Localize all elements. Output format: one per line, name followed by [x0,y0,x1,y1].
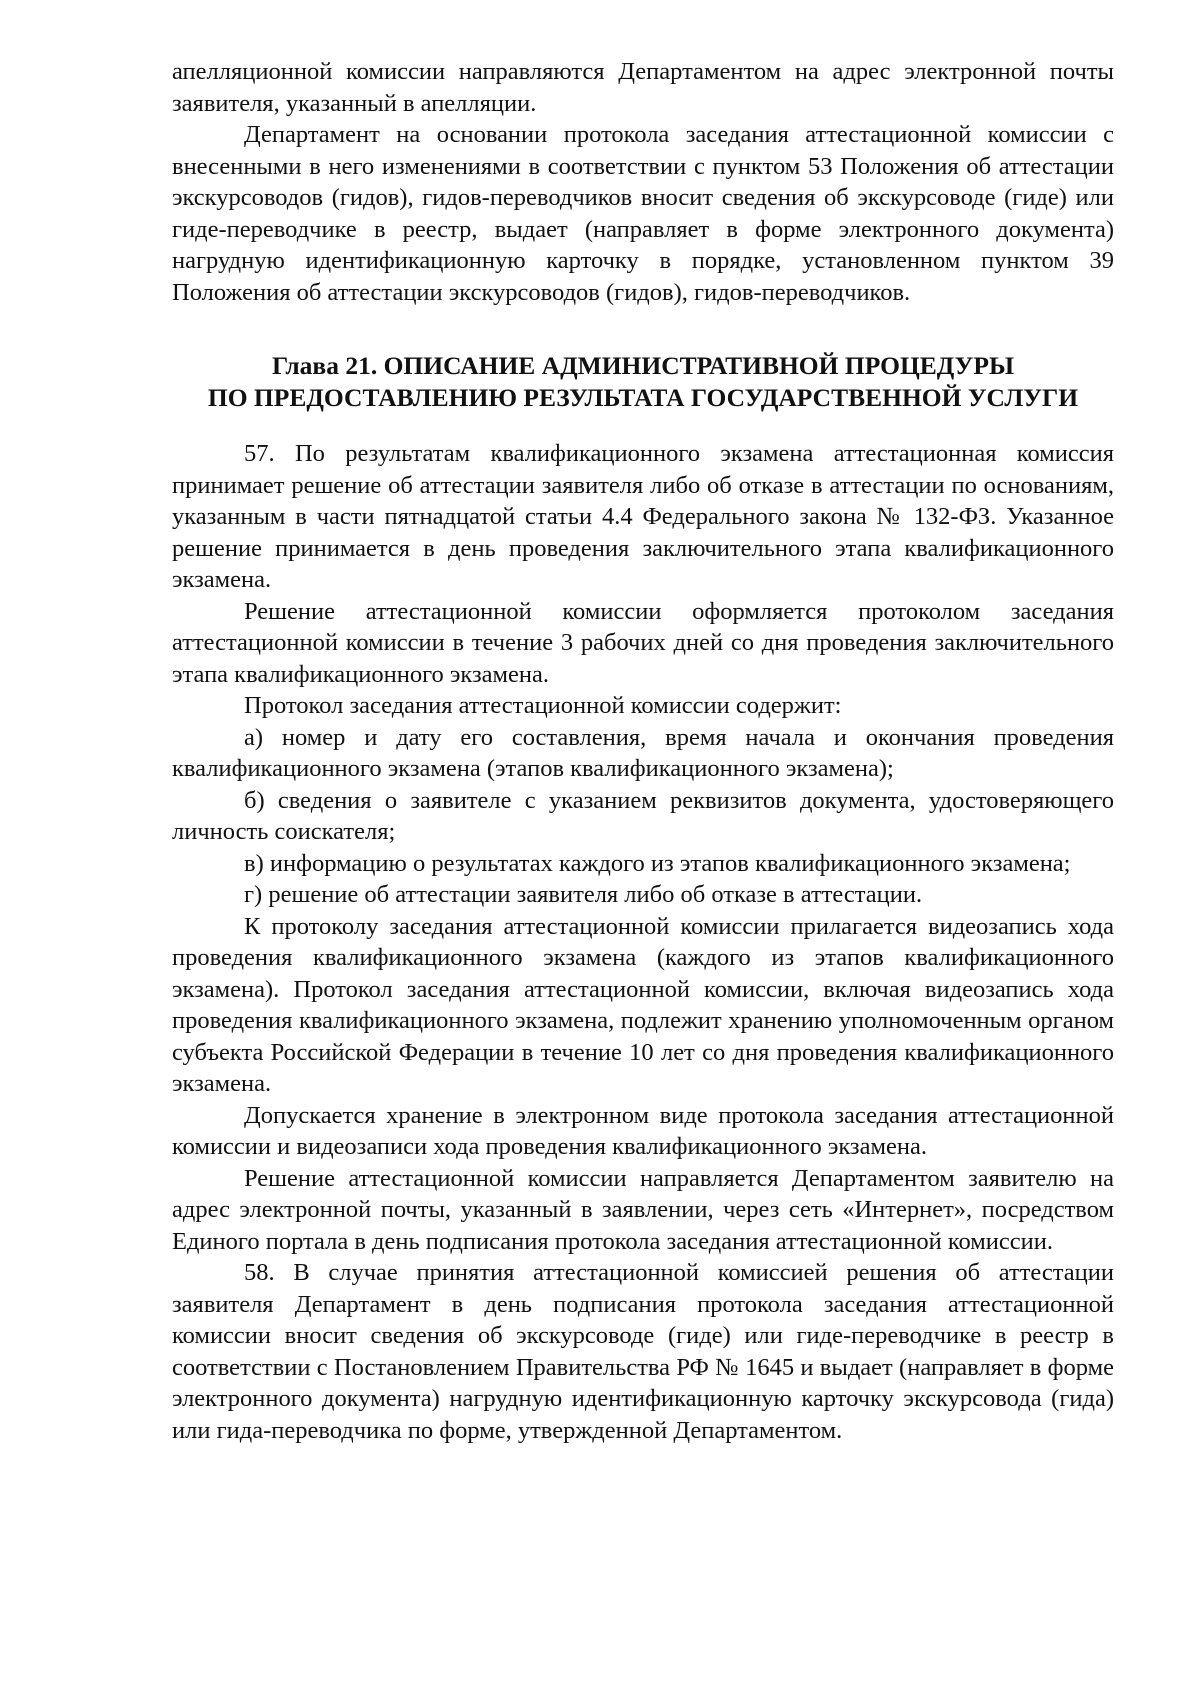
paragraph-57: 57. По результатам квалификационного экзамена аттестационная комиссия принимает решение об аттестации заявителя либо об отказе в аттестации по основаниям, указанным в части пятнадцатой статьи 4.4 Федерального закона № 132-ФЗ. Указанное решение принимается в день проведения заключительного этапа квалификационного экзамена. [172,440,1114,593]
list-item-a: а) номер и дату его составления, время начала и окончания проведения квалификационного экзамена (этапов квалификационного экзамена); [172,723,1114,782]
paragraph-electronic-storage: Допускается хранение в электронном виде протокола заседания аттестационной комиссии и видеозаписи хода проведения квалификационного экзамена. [172,1101,1114,1160]
chapter-heading [172,350,1114,414]
paragraph-decision-sent: Решение аттестационной комиссии направляется Департаментом заявителю на адрес электронной почты, указанный в заявлении, через сеть «Интернет», посредством Единого портала в день подписания протокола заседания аттестационной комиссии. [172,1164,1114,1255]
list-item-v: в) информацию о результатах каждого из этапов квалификационного экзамена; [244,849,1071,877]
chapter-heading-line-1: Глава 21. ОПИСАНИЕ АДМИНИСТРАТИВНОЙ ПРОЦЕДУРЫ [272,351,1014,380]
paragraph-video-record: К протоколу заседания аттестационной комиссии прилагается видеозапись хода проведения квалификационного экзамена (каждого из этапов квалификационного экзамена). Протокол заседания аттестационной комиссии, включая видеозапись хода проведения квалификационного экзамена, подлежит хранению уполномоченным органом субъекта Российской Федерации в течение 10 лет со дня проведения квалификационного экзамена. [172,912,1114,1097]
paragraph-intro-continuation: апелляционной комиссии направляются Департаментом на адрес электронной почты заявителя, указанный в апелляции. [172,58,1114,117]
paragraph-protocol-contains: Протокол заседания аттестационной комиссии содержит: [244,692,842,719]
paragraph-department-registry: Департамент на основании протокола заседания аттестационной комиссии с внесенными в него изменениями в соответствии с пунктом 53 Положения об аттестации экскурсоводов (гидов), гидов-переводчиков вносит сведения об экскурсоводе (гиде) или гиде-переводчике в реестр, выдает (направляет в форме электронного документа) нагрудную идентификационную карточку в порядке, установленном пунктом 39 Положения об аттестации экскурсоводов (гидов), гидов-переводчиков. [172,121,1114,306]
list-item-g: г) решение об аттестации заявителя либо об отказе в аттестации. [244,881,923,908]
chapter-heading-line-2: ПО ПРЕДОСТАВЛЕНИЮ РЕЗУЛЬТАТА ГОСУДАРСТВЕННОЙ УСЛУГИ [207,383,1079,412]
list-item-b: б) сведения о заявителе с указанием реквизитов документа, удостоверяющего личность соискателя; [172,786,1114,845]
paragraph-decision-protocol: Решение аттестационной комиссии оформляется протоколом заседания аттестационной комиссии в течение 3 рабочих дней со дня проведения заключительного этапа квалификационного экзамена. [172,597,1114,688]
paragraph-58: 58. В случае принятия аттестационной комиссией решения об аттестации заявителя Департамент в день подписания протокола заседания аттестационной комиссии вносит сведения об экскурсоводе (гиде) или гиде-переводчике в реестр в соответствии с Постановлением Правительства РФ № 1645 и выдает (направляет в форме электронного документа) нагрудную идентификационную карточку экскурсовода (гида) или гида-переводчика по форме, утвержденной Департаментом. [172,1259,1114,1444]
document-page [172,56,1114,1446]
